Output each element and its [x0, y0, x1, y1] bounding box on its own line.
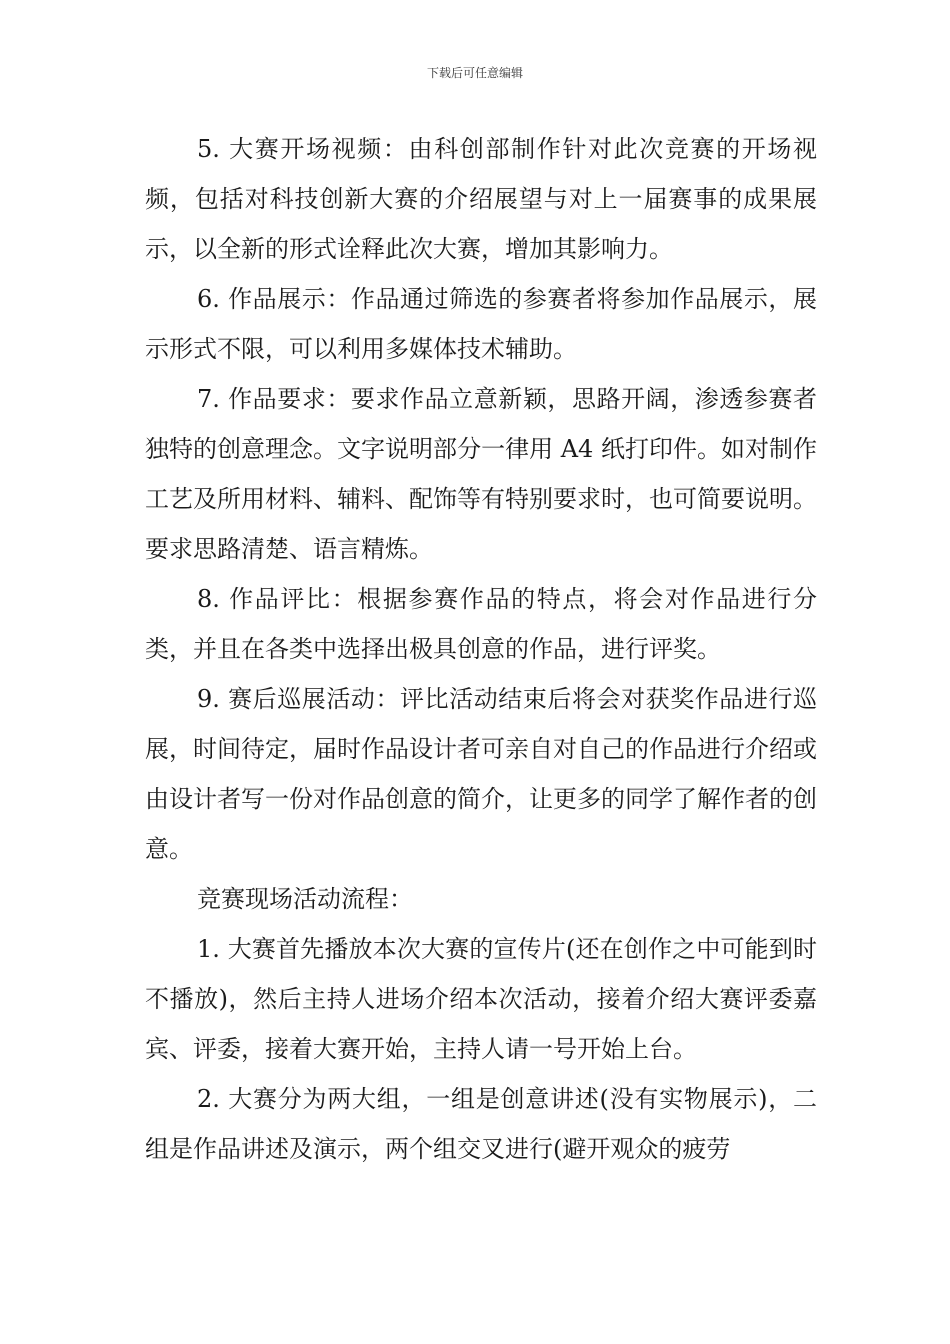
page-header-note: 下载后可任意编辑 [426, 66, 523, 80]
section-heading-onsite-process: 竞赛现场活动流程： [197, 885, 413, 913]
paragraph-process-step-1: 1. 大赛首先播放本次大赛的宣传片(还在创作之中可能到时不播放)，然后主持人进场介绍本次活动，接着介绍大赛评委嘉宾、评委，接着大赛开始，主持人请一号开始上台。 [145, 935, 817, 1063]
document-body [145, 124, 817, 1174]
paragraph-opening-video: 5. 大赛开场视频：由科创部制作针对此次竞赛的开场视频，包括对科技创新大赛的介绍展望与对上一届赛事的成果展示，以全新的形式诠释此次大赛，增加其影响力。 [145, 135, 817, 263]
paragraph-work-requirements: 7. 作品要求：要求作品立意新颖，思路开阔，渗透参赛者独特的创意理念。文字说明部分一律用 A4 纸打印件。如对制作工艺及所用材料、辅料、配饰等有特别要求时，也可简要说明。要求思路清楚、语言精炼。 [145, 385, 817, 563]
paragraph-process-step-2: 2. 大赛分为两大组，一组是创意讲述(没有实物展示)，二组是作品讲述及演示，两个组交叉进行(避开观众的疲劳 [145, 1085, 817, 1163]
paragraph-work-evaluation: 8. 作品评比：根据参赛作品的特点，将会对作品进行分类，并且在各类中选择出极具创意的作品，进行评奖。 [145, 585, 817, 663]
paragraph-work-display: 6. 作品展示：作品通过筛选的参赛者将参加作品展示，展示形式不限，可以利用多媒体技术辅助。 [145, 285, 817, 363]
paragraph-post-exhibition: 9. 赛后巡展活动：评比活动结束后将会对获奖作品进行巡展，时间待定，届时作品设计者可亲自对自己的作品进行介绍或由设计者写一份对作品创意的简介，让更多的同学了解作者的创意。 [145, 685, 817, 863]
